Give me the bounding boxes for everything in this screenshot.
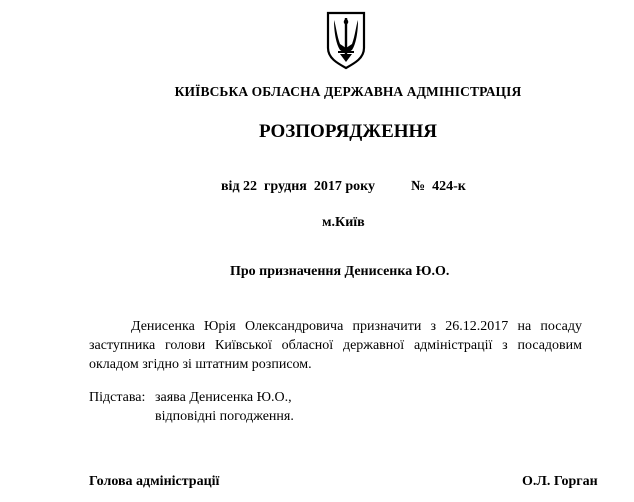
body-line: Денисенка Юрія Олександровича призначити з 26.12.2017 на посаду — [131, 319, 582, 334]
document-city: м.Київ — [322, 215, 365, 230]
basis-row — [89, 388, 294, 407]
basis-item: відповідні погодження. — [155, 409, 294, 424]
basis-label: Підстава: — [89, 390, 146, 405]
body-line: окладом згідно зі штатним розписом. — [89, 357, 312, 372]
document-number: № 424-к — [411, 179, 466, 194]
document-subject: Про призначення Денисенка Ю.О. — [230, 264, 450, 279]
document-date: від 22 грудня 2017 року — [221, 179, 375, 194]
organization-name: КИЇВСЬКА ОБЛАСНА ДЕРЖАВНА АДМІНІСТРАЦІЯ — [174, 84, 522, 99]
document-title: РОЗПОРЯДЖЕННЯ — [258, 121, 438, 142]
basis-section — [89, 388, 294, 426]
signer-title: Голова адміністрації — [89, 474, 220, 489]
trident-coat-of-arms-icon — [324, 10, 368, 70]
body-line: заступника голови Київської обласної державної адміністрації з посадовим — [89, 338, 582, 353]
basis-item: заява Денисенка Ю.О., — [155, 390, 292, 405]
document-body — [89, 317, 582, 374]
signer-name: О.Л. Горган — [522, 474, 598, 489]
